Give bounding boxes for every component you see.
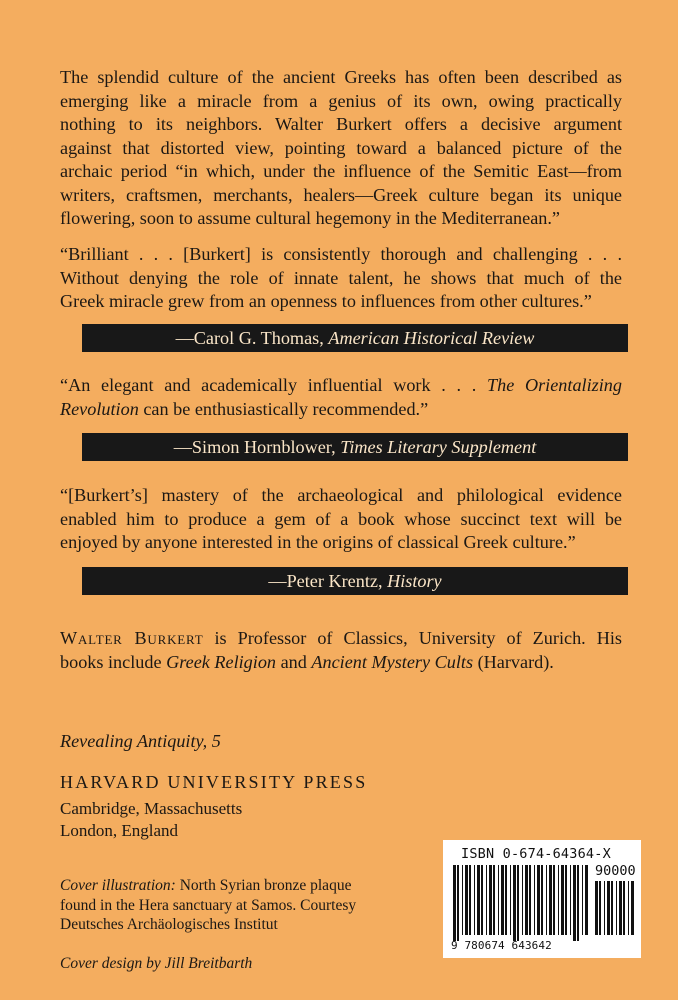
barcode-bar: [486, 865, 487, 935]
description-line: writers, craftsmen, merchants, healers—Greek culture began its unique: [60, 184, 622, 205]
barcode-digits: 9 780674 643642: [451, 939, 552, 952]
author-name: Walter Burkert: [60, 628, 204, 648]
author-bio-text: books include: [60, 651, 167, 672]
barcode-bar: [628, 881, 629, 935]
reviewer-name: —Simon Hornblower,: [173, 437, 341, 457]
author-bio-text: is Professor of Classics, University of Zurich. His: [203, 628, 622, 648]
barcode-bar: [585, 865, 588, 935]
barcode-bar: [457, 865, 459, 941]
review-text: “An elegant and academically influential work . . .: [60, 375, 487, 395]
barcode-bar: [604, 881, 605, 935]
barcode-bar: [573, 865, 576, 941]
review-line: “Brilliant . . . [Burkert] is consistently thorough and challenging . . .: [60, 244, 622, 264]
reviewer-name: —Peter Krentz,: [268, 571, 388, 591]
barcode-bar: [599, 881, 601, 935]
barcode-bar: [462, 865, 463, 935]
cover-illustration-credit: found in the Hera sanctuary at Samos. Courtesy: [60, 897, 357, 914]
publisher-city: Cambridge, Massachusetts: [60, 799, 243, 818]
barcode-bar: [537, 865, 540, 935]
cover-illustration-credit: [60, 876, 351, 896]
publisher-name: HARVARD UNIVERSITY PRESS: [60, 772, 368, 792]
review-quote-3: [60, 484, 622, 555]
review-text: can be enthusiastically recommended.”: [138, 398, 429, 419]
barcode-bar: [582, 865, 583, 935]
barcode-bar: [510, 865, 511, 935]
series-name: Revealing Antiquity, 5: [60, 731, 221, 751]
barcode-label: [443, 840, 641, 958]
ean-barcode: [453, 865, 589, 941]
review-line: enjoyed by anyone interested in the origins of classical Greek culture.”: [60, 532, 576, 552]
review-quote-2: [60, 374, 622, 421]
review-line: Without denying the role of innate talent, he shows that much of the: [60, 267, 622, 288]
review-source: Times Literary Supplement: [340, 437, 537, 457]
book-title: Revolution: [60, 398, 139, 419]
barcode-bar: [525, 865, 528, 935]
barcode-bar: [517, 865, 519, 941]
addon-barcode: [595, 881, 635, 941]
barcode-bar: [577, 865, 579, 941]
isbn-number: ISBN 0-674-64364-X: [461, 846, 611, 862]
review-source: American Historical Review: [328, 328, 535, 348]
review-line: Greek miracle grew from an openness to influences from other cultures.”: [60, 291, 592, 311]
barcode-bar: [493, 865, 495, 935]
barcode-bar: [549, 865, 552, 935]
reviewer-name: —Carol G. Thomas,: [175, 328, 329, 348]
review-line: enabled him to produce a gem of a book whose succinct text will be: [60, 508, 622, 529]
review-source: History: [387, 571, 442, 591]
cover-illustration-credit: Deutsches Archäologisches Institut: [60, 916, 278, 933]
barcode-bar: [631, 881, 634, 935]
price-code: 90000: [595, 863, 636, 879]
credit-text: North Syrian bronze plaque: [175, 877, 352, 894]
barcode-bar: [534, 865, 535, 935]
author-bio: [60, 627, 622, 674]
barcode-bar: [616, 881, 617, 935]
barcode-bar: [553, 865, 555, 935]
author-bio-line: [60, 627, 622, 651]
book-title: Ancient Mystery Cults: [311, 651, 474, 672]
barcode-bar: [595, 881, 598, 935]
barcode-bar: [498, 865, 499, 935]
barcode-bar: [611, 881, 613, 935]
barcode-bar: [541, 865, 543, 935]
review-attribution-band-1: [82, 324, 628, 352]
review-line: [60, 398, 622, 422]
review-line: “[Burkert’s] mastery of the archaeological and philological evidence: [60, 485, 622, 505]
description-line: flowering, soon to assume cultural hegemony in the Mediterranean.”: [60, 208, 561, 228]
review-quote-1: [60, 243, 622, 314]
barcode-bar: [453, 865, 456, 941]
author-bio-text: and: [276, 651, 312, 672]
credit-label: Cover illustration:: [60, 877, 176, 894]
barcode-bar: [561, 865, 564, 935]
barcode-bar: [469, 865, 471, 935]
barcode-bar: [607, 881, 610, 935]
description-line: archaic period “in which, under the influence of the Semitic East—from: [60, 161, 622, 181]
barcode-bar: [474, 865, 475, 935]
book-title: The Orientalizing: [487, 375, 622, 395]
barcode-bar: [619, 881, 622, 935]
barcode-bar: [501, 865, 504, 935]
barcode-bar: [623, 881, 625, 935]
publisher-city: London, England: [60, 821, 179, 840]
review-attribution-band-2: [82, 433, 628, 461]
barcode-bar: [522, 865, 523, 935]
description-line: nothing to its neighbors. Walter Burkert offers a decisive argument: [60, 114, 622, 134]
barcode-bar: [558, 865, 559, 935]
barcode-bar: [477, 865, 480, 935]
review-line: [60, 374, 622, 398]
barcode-bar: [565, 865, 567, 935]
cover-design-credit: Cover design by Jill Breitbarth: [60, 955, 253, 972]
barcode-bar: [505, 865, 507, 935]
barcode-bar: [465, 865, 468, 935]
review-attribution-band-3: [82, 567, 628, 595]
author-bio-text: (Harvard).: [473, 651, 554, 672]
barcode-bar: [513, 865, 516, 941]
description-line: The splendid culture of the ancient Greeks has often been described as: [60, 67, 622, 87]
description-line: against that distorted view, pointing toward a balanced picture of the: [60, 137, 622, 158]
barcode-bar: [481, 865, 483, 935]
barcode-bar: [546, 865, 547, 935]
description-line: emerging like a miracle from a genius of its own, owing practically: [60, 90, 622, 111]
barcode-bar: [489, 865, 492, 935]
barcode-bar: [529, 865, 531, 935]
description-paragraph: [60, 66, 622, 231]
author-bio-line: [60, 651, 622, 675]
book-title: Greek Religion: [166, 651, 277, 672]
barcode-bar: [570, 865, 571, 935]
